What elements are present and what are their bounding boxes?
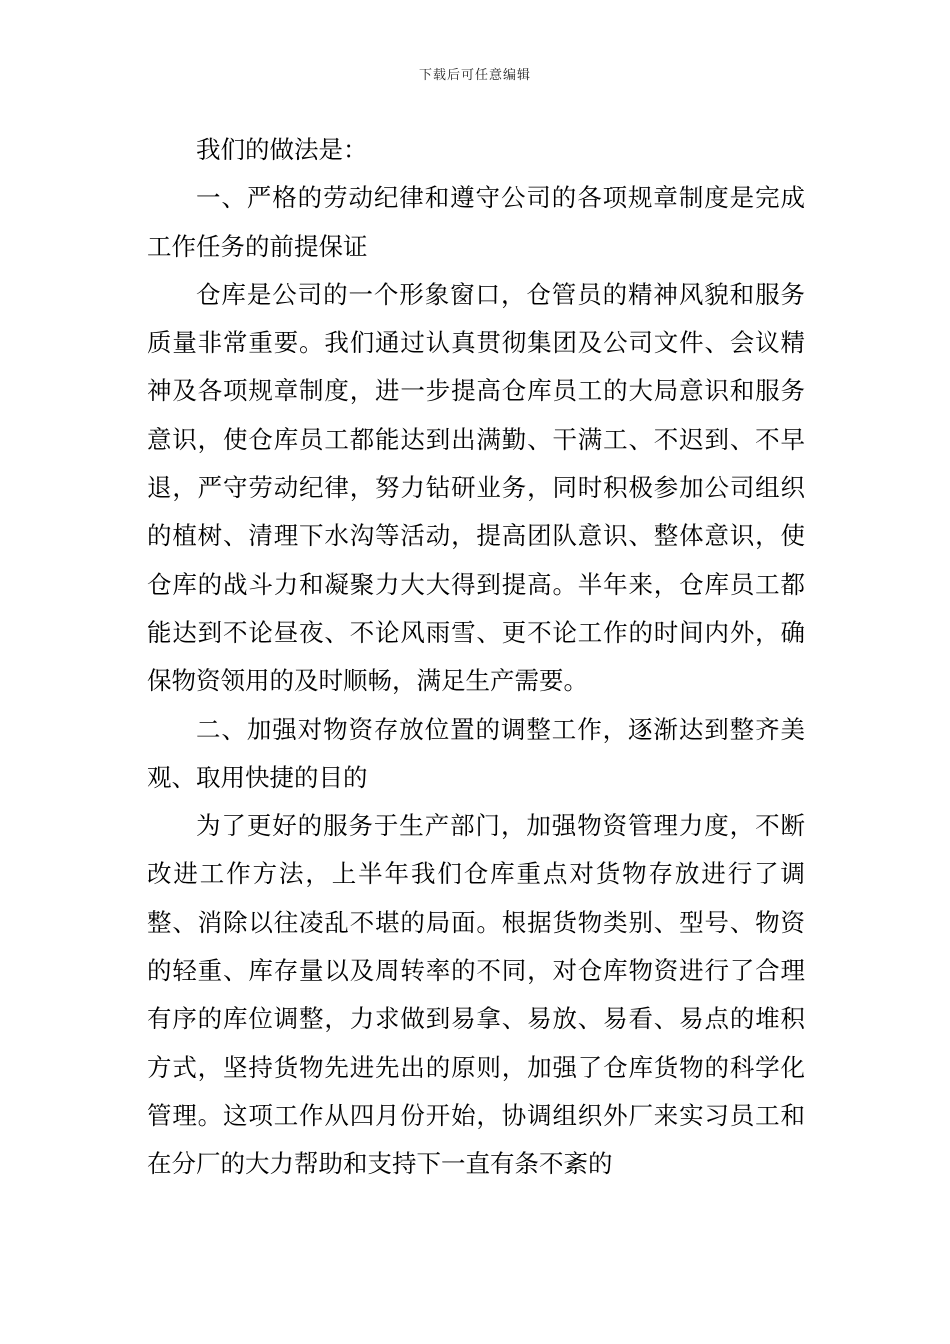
- document-body: [147, 126, 805, 1189]
- paragraph-heading-one: 一、严格的劳动纪律和遵守公司的各项规章制度是完成工作任务的前提保证: [147, 183, 805, 261]
- paragraph-body-one: 仓库是公司的一个形象窗口，仓管员的精神风貌和服务质量非常重要。我们通过认真贯彻集团及公司文件、会议精神及各项规章制度，进一步提高仓库员工的大局意识和服务意识，使仓库员工都能达到出满勤、干满工、不迟到、不早退，严守劳动纪律，努力钻研业务，同时积极参加公司组织的植树、清理下水沟等活动，提高团队意识、整体意识，使仓库的战斗力和凝聚力大大得到提高。半年来，仓库员工都能达到不论昼夜、不论风雨雪、更不论工作的时间内外，确保物资领用的及时顺畅，满足生产需要。: [147, 279, 805, 696]
- paragraph-heading-two: 二、加强对物资存放位置的调整工作，逐渐达到整齐美观、取用快捷的目的: [147, 714, 805, 792]
- page-header: 下载后可任意编辑: [418, 68, 531, 83]
- paragraph-intro: 我们的做法是：: [196, 135, 368, 164]
- paragraph-body-two: 为了更好的服务于生产部门，加强物资管理力度，不断改进工作方法，上半年我们仓库重点对货物存放进行了调整、消除以往凌乱不堪的局面。根据货物类别、型号、物资的轻重、库存量以及周转率的不同，对仓库物资进行了合理有序的库位调整，力求做到易拿、易放、易看、易点的堆积方式，坚持货物先进先出的原则，加强了仓库货物的科学化管理。这项工作从四月份开始，协调组织外厂来实习员工和在分厂的大力帮助和支持下一直有条不紊的: [147, 811, 805, 1179]
